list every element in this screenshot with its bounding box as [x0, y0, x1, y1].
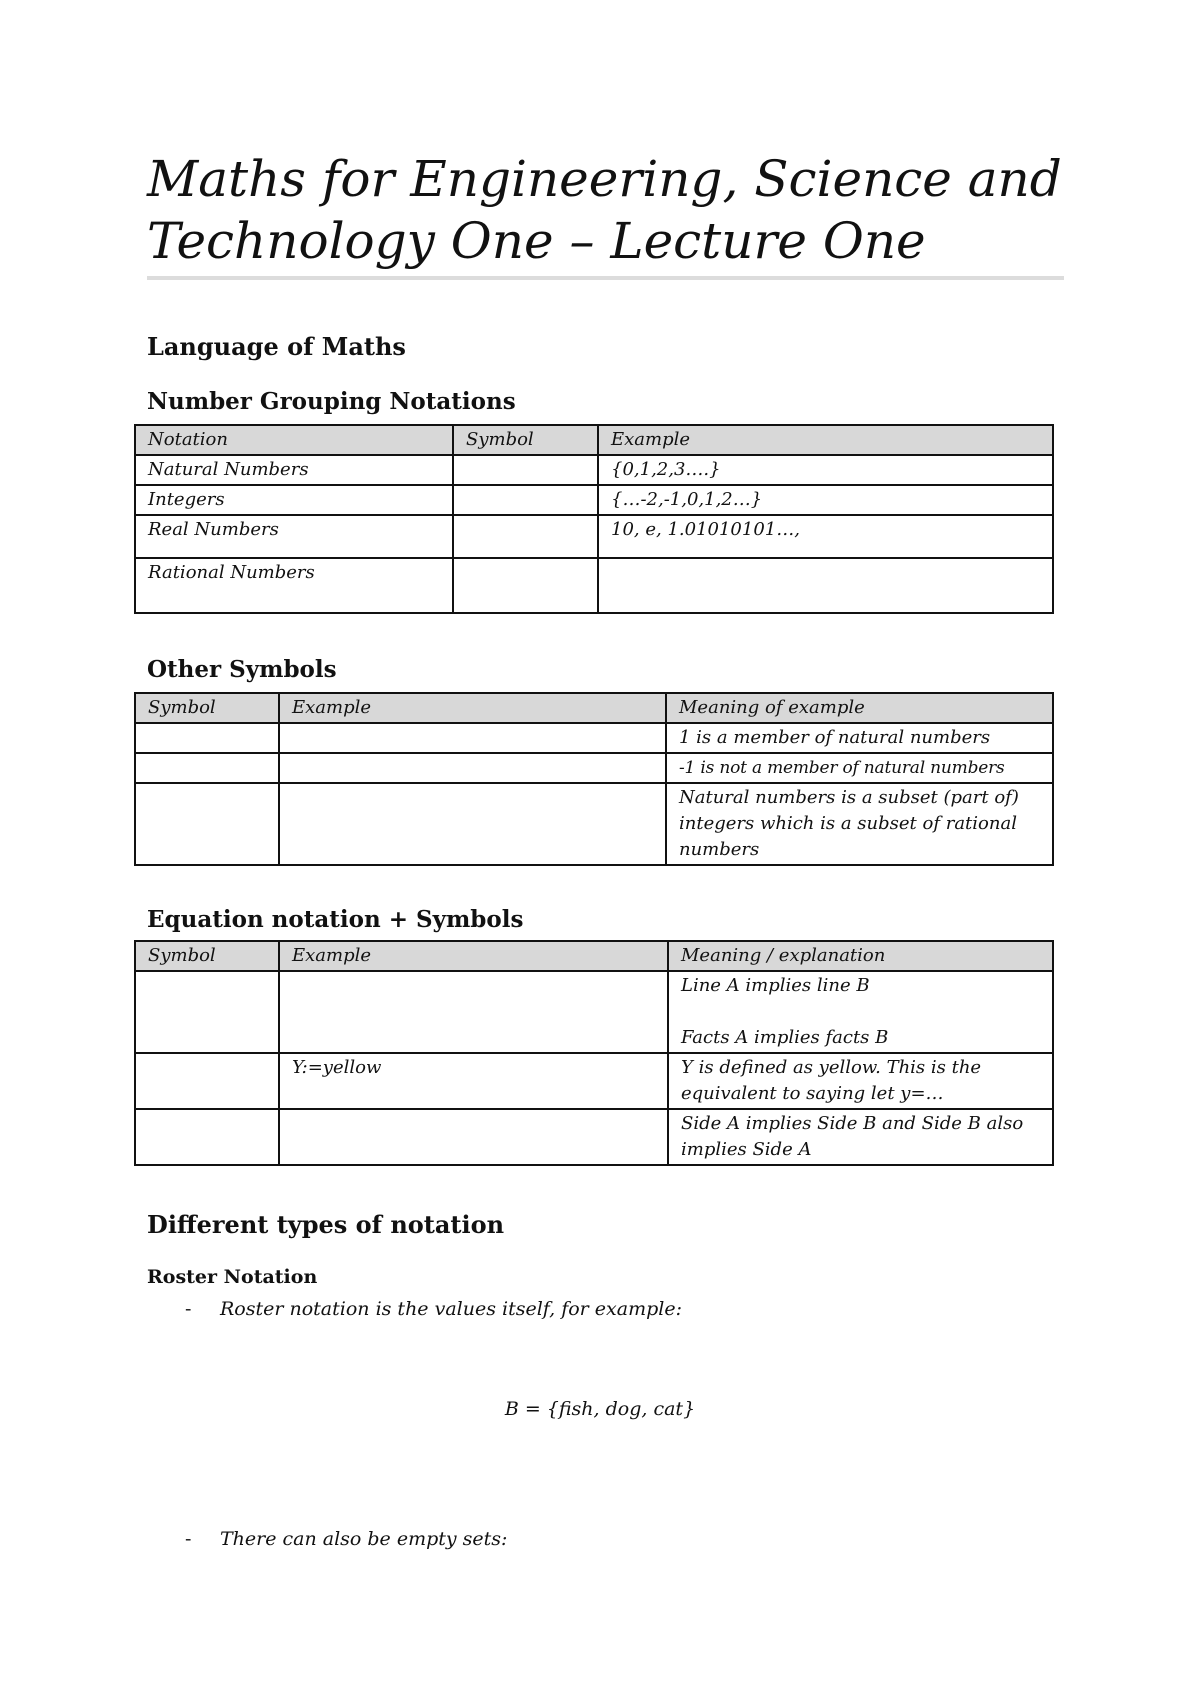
title-line-2: Technology One – Lecture One — [147, 212, 926, 270]
table-row — [135, 558, 1053, 613]
cell-meaning — [668, 971, 1053, 1053]
cell-example: Y:=yellow — [279, 1053, 668, 1109]
equation-notation-table — [134, 940, 1054, 1166]
table-header-row — [135, 693, 1053, 723]
header-notation: Notation — [135, 425, 453, 455]
header-example: Example — [279, 693, 666, 723]
table-row — [135, 515, 1053, 558]
cell-example — [279, 753, 666, 783]
cell-example: 10, e, 1.01010101…, — [598, 515, 1053, 558]
table-row — [135, 753, 1053, 783]
cell-example — [279, 1109, 668, 1165]
heading-different-types: Different types of notation — [147, 1210, 505, 1239]
header-symbol: Symbol — [135, 941, 279, 971]
bullet-dash: - — [185, 1528, 192, 1550]
meaning-line: Facts A implies facts B — [681, 1027, 889, 1048]
cell-meaning: -1 is not a member of natural numbers — [666, 753, 1053, 783]
other-symbols-table — [134, 692, 1054, 866]
table-row — [135, 1109, 1053, 1165]
header-symbol: Symbol — [135, 693, 279, 723]
cell-symbol — [135, 753, 279, 783]
header-meaning: Meaning / explanation — [668, 941, 1053, 971]
bullet-roster-definition — [185, 1298, 682, 1320]
table-row — [135, 485, 1053, 515]
cell-notation: Real Numbers — [135, 515, 453, 558]
cell-example — [598, 558, 1053, 613]
cell-example: {…-2,-1,0,1,2…} — [598, 485, 1053, 515]
cell-symbol — [135, 723, 279, 753]
cell-symbol — [453, 455, 598, 485]
bullet-text: There can also be empty sets: — [220, 1528, 508, 1550]
cell-example — [279, 723, 666, 753]
table-row — [135, 783, 1053, 865]
header-meaning: Meaning of example — [666, 693, 1053, 723]
cell-meaning: Y is defined as yellow. This is the equivalent to saying let y=… — [668, 1053, 1053, 1109]
document-title — [147, 148, 1067, 272]
cell-notation: Integers — [135, 485, 453, 515]
table-row — [135, 1053, 1053, 1109]
table-row — [135, 723, 1053, 753]
cell-meaning: Side A implies Side B and Side B also implies Side A — [668, 1109, 1053, 1165]
section-heading-language: Language of Maths — [147, 332, 406, 361]
cell-symbol — [135, 1109, 279, 1165]
cell-symbol — [453, 515, 598, 558]
bullet-dash: - — [185, 1298, 192, 1320]
cell-symbol — [453, 558, 598, 613]
heading-number-grouping: Number Grouping Notations — [147, 388, 516, 415]
bullet-text: Roster notation is the values itself, for example: — [220, 1298, 682, 1320]
cell-example — [279, 971, 668, 1053]
header-example: Example — [598, 425, 1053, 455]
header-example: Example — [279, 941, 668, 971]
table-header-row — [135, 941, 1053, 971]
title-underline — [147, 276, 1064, 280]
cell-symbol — [135, 971, 279, 1053]
table-row — [135, 455, 1053, 485]
title-line-1: Maths for Engineering, Science and — [147, 150, 1062, 208]
meaning-line: Line A implies line B — [681, 975, 870, 996]
cell-notation: Natural Numbers — [135, 455, 453, 485]
cell-meaning: 1 is a member of natural numbers — [666, 723, 1053, 753]
cell-symbol — [135, 1053, 279, 1109]
cell-meaning: Natural numbers is a subset (part of) integers which is a subset of rational numbers — [666, 783, 1053, 865]
cell-example: {0,1,2,3….} — [598, 455, 1053, 485]
heading-other-symbols: Other Symbols — [147, 656, 337, 683]
roster-example-equation: B = {fish, dog, cat} — [504, 1398, 696, 1420]
heading-roster-notation: Roster Notation — [147, 1266, 318, 1288]
table-header-row — [135, 425, 1053, 455]
cell-symbol — [453, 485, 598, 515]
cell-notation: Rational Numbers — [135, 558, 453, 613]
table-row — [135, 971, 1053, 1053]
cell-symbol — [135, 783, 279, 865]
header-symbol: Symbol — [453, 425, 598, 455]
heading-equation-notation: Equation notation + Symbols — [147, 906, 524, 933]
number-grouping-table — [134, 424, 1054, 614]
cell-example — [279, 783, 666, 865]
bullet-empty-sets — [185, 1528, 507, 1550]
